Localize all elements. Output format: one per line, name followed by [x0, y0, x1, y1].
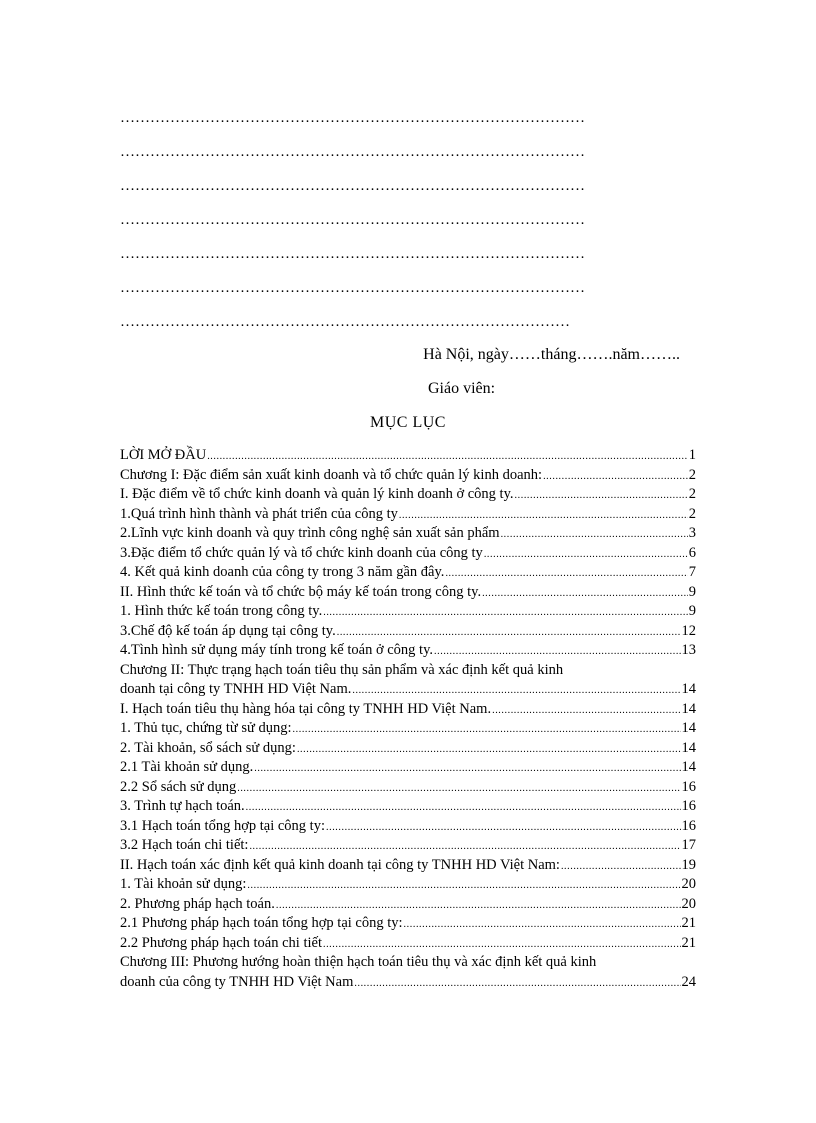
toc-page-number: 7: [688, 564, 696, 580]
toc-dot-leader: [276, 900, 681, 911]
toc-entry-text: 2.2 Sổ sách sử dụng: [120, 778, 237, 795]
toc-entry-text: 2.Lĩnh vực kinh doanh và quy trình công nghệ sản xuất sản phẩm: [120, 525, 500, 541]
toc-page-number: 17: [681, 837, 696, 853]
toc-dot-leader: [326, 822, 681, 833]
toc-entry-text: II. Hạch toán xác định kết quả kinh doanh tại công ty TNHH HD Việt Nam:: [120, 856, 560, 873]
toc-page-number: 24: [681, 973, 696, 990]
toc-page-number: 20: [681, 895, 696, 912]
toc-entry-text: Chương III: Phương hướng hoàn thiện hạch toán tiêu thụ và xác định kết quả kinh: [120, 954, 597, 970]
toc-dot-leader: [323, 607, 688, 618]
toc-entry[interactable]: [120, 642, 696, 662]
toc-page-number: 21: [681, 934, 696, 951]
toc-page-number: 16: [681, 817, 696, 834]
toc-entry-text: 2. Tài khoản, sổ sách sử dụng:: [120, 739, 296, 756]
toc-entry-text: 2. Phương pháp hạch toán.: [120, 895, 275, 912]
toc-entry[interactable]: [120, 837, 696, 857]
toc-dot-leader: [207, 451, 688, 462]
toc-dot-leader: [254, 763, 680, 774]
dotted-line: …………………………………………………………………………………: [120, 280, 585, 296]
toc-entry-text: 3.2 Hạch toán chi tiết:: [120, 837, 249, 853]
toc-page-number: 2: [688, 466, 696, 483]
toc-entry-text: 4. Kết quả kinh doanh của công ty trong 3 năm gần đây.: [120, 564, 445, 580]
toc-dot-leader: [482, 588, 688, 599]
toc-entry-text: Chương I: Đặc điểm sản xuất kinh doanh và tổ chức quản lý kinh doanh:: [120, 466, 543, 483]
toc-entry[interactable]: [120, 564, 696, 584]
toc-dot-leader: [249, 841, 680, 852]
toc-dot-leader: [501, 529, 688, 540]
toc-page-number: 21: [681, 915, 696, 931]
toc-dot-leader: [561, 861, 681, 872]
toc-dot-leader: [352, 685, 680, 696]
toc-entry[interactable]: [120, 818, 696, 838]
toc-entry[interactable]: [120, 681, 696, 701]
toc-page-number: 2: [688, 486, 696, 502]
toc-entry[interactable]: [120, 759, 696, 779]
toc-entry-text: II. Hình thức kế toán và tổ chức bộ máy kế toán trong công ty.: [120, 583, 482, 600]
toc-entry-text: doanh tại công ty TNHH HD Việt Nam.: [120, 681, 352, 697]
toc-entry[interactable]: [120, 740, 696, 760]
toc-entry-text: 2.2 Phương pháp hạch toán chi tiết: [120, 934, 322, 951]
toc-entry-text: 1. Hình thức kế toán trong công ty.: [120, 603, 323, 619]
toc-entry-text: 3.Đặc điểm tổ chức quản lý và tổ chức kinh doanh của công ty: [120, 544, 483, 561]
toc-entry-text: 1. Thủ tục, chứng từ sử dụng:: [120, 720, 292, 736]
toc-entry-text: 1.Quá trình hình thành và phát triển của công ty: [120, 505, 398, 522]
toc-page-number: 1: [688, 447, 696, 463]
toc-dot-leader: [323, 939, 681, 950]
signature-date-line: Hà Nội, ngày……tháng…….năm……..: [423, 346, 680, 363]
toc-entry[interactable]: [120, 506, 696, 526]
toc-page-number: 3: [688, 525, 696, 541]
dotted-line: …………………………………………………………………………………: [120, 246, 585, 262]
toc-entry-text: I. Đặc điểm về tổ chức kinh doanh và quản lý kinh doanh ở công ty.: [120, 486, 514, 502]
toc-entry-text: 3. Trình tự hạch toán.: [120, 798, 245, 814]
toc-dot-leader: [543, 471, 688, 482]
table-of-contents: [120, 447, 696, 993]
toc-entry-text: 2.1 Phương pháp hạch toán tổng hợp tại công ty:: [120, 915, 403, 931]
dotted-line: …………………………………………………………………………………: [120, 178, 585, 194]
dotted-line: …………………………………………………………………………………: [120, 212, 585, 228]
toc-entry-text: 4.Tình hình sử dụng máy tính trong kế toán ở công ty.: [120, 642, 434, 658]
toc-page-number: 14: [681, 681, 696, 697]
toc-page-number: 16: [681, 798, 696, 814]
toc-entry[interactable]: [120, 915, 696, 935]
toc-entry[interactable]: [120, 779, 696, 799]
toc-dot-leader: [246, 802, 681, 813]
toc-dot-leader: [297, 744, 681, 755]
toc-entry-text: 1. Tài khoản sử dụng:: [120, 876, 247, 892]
toc-dot-leader: [492, 705, 680, 716]
toc-page-number: 14: [681, 739, 696, 756]
toc-entry[interactable]: [120, 525, 696, 545]
toc-page-number: 9: [688, 583, 696, 600]
toc-dot-leader: [434, 646, 680, 657]
toc-entry[interactable]: [120, 545, 696, 565]
toc-entry-text: doanh của công ty TNHH HD Việt Nam: [120, 973, 354, 990]
toc-page-number: 14: [681, 700, 696, 717]
toc-dot-leader: [337, 627, 681, 638]
toc-page-number: 14: [681, 720, 696, 736]
toc-entry[interactable]: [120, 857, 696, 877]
toc-dot-leader: [404, 919, 681, 930]
toc-entry-text: Chương II: Thực trạng hạch toán tiêu thụ sản phẩm và xác định kết quả kinh: [120, 661, 564, 678]
toc-dot-leader: [445, 568, 687, 579]
toc-entry[interactable]: [120, 603, 696, 623]
toc-entry-text: 2.1 Tài khoản sử dụng.: [120, 759, 254, 775]
toc-page-number: 16: [681, 778, 696, 795]
toc-entry[interactable]: [120, 486, 696, 506]
toc-page-number: 19: [681, 856, 696, 873]
toc-entry[interactable]: [120, 798, 696, 818]
toc-page-number: 14: [681, 759, 696, 775]
toc-page-number: 6: [688, 544, 696, 561]
toc-entry[interactable]: [120, 720, 696, 740]
toc-dot-leader: [247, 880, 680, 891]
toc-dot-leader: [484, 549, 688, 560]
toc-page-number: 20: [681, 876, 696, 892]
dotted-line: ………………………………………………………………………………: [120, 314, 570, 330]
toc-entry[interactable]: [120, 974, 696, 994]
dotted-line: …………………………………………………………………………………: [120, 144, 585, 160]
toc-entry[interactable]: [120, 896, 696, 916]
toc-page-number: 9: [688, 603, 696, 619]
toc-dot-leader: [237, 783, 680, 794]
toc-entry-text: 3.1 Hạch toán tổng hợp tại công ty:: [120, 817, 325, 834]
toc-page-number: 12: [681, 622, 696, 639]
toc-page-number: 2: [688, 505, 696, 522]
teacher-label: Giáo viên:: [428, 380, 496, 397]
toc-entry[interactable]: [120, 935, 696, 955]
toc-entry-text: 3.Chế độ kế toán áp dụng tại công ty.: [120, 622, 336, 639]
toc-dot-leader: [515, 490, 688, 501]
toc-page-number: 13: [681, 642, 696, 658]
toc-entry[interactable]: [120, 467, 696, 487]
toc-entry-text: I. Hạch toán tiêu thụ hàng hóa tại công ty TNHH HD Việt Nam.: [120, 700, 492, 717]
toc-dot-leader: [293, 724, 681, 735]
toc-entry[interactable]: [120, 623, 696, 643]
toc-entry[interactable]: [120, 584, 696, 604]
dotted-line: …………………………………………………………………………………: [120, 110, 585, 126]
toc-entry[interactable]: [120, 447, 696, 467]
toc-dot-leader: [399, 510, 688, 521]
toc-entry[interactable]: [120, 876, 696, 896]
toc-dot-leader: [354, 978, 680, 989]
toc-entry-text: LỜI MỞ ĐẦU: [120, 447, 207, 463]
toc-entry[interactable]: [120, 701, 696, 721]
toc-title: MỤC LỤC: [370, 414, 446, 431]
